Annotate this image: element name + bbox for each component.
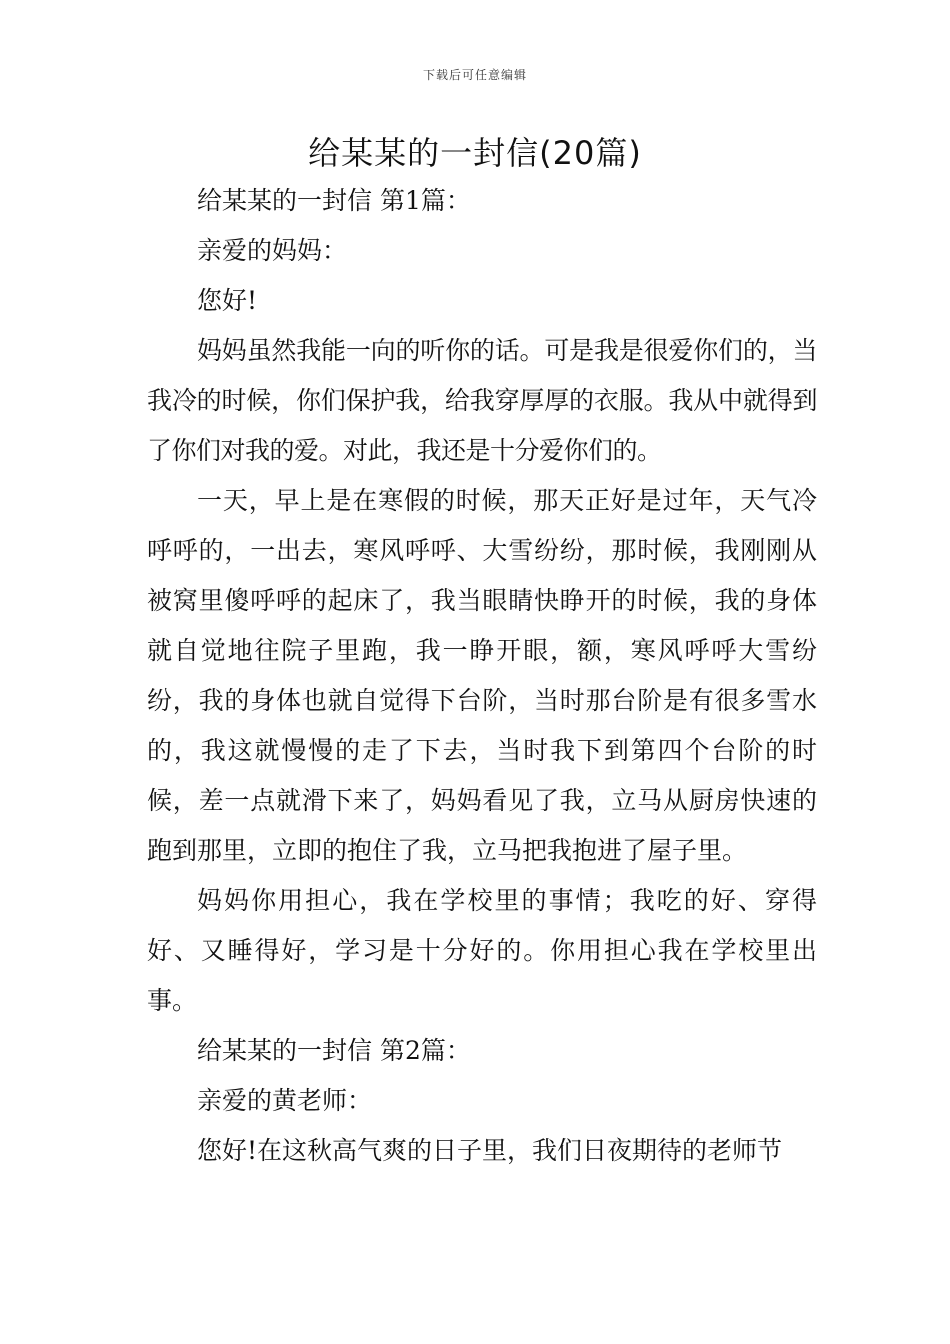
paragraph: 一天，早上是在寒假的时候，那天正好是过年，天气冷呼呼的，一出去，寒风呼呼、大雪纷纷，那时候，我刚刚从被窝里傻呼呼的起床了，我当眼睛快睁开的时候，我的身体就自觉地往院子里跑，我一睁开眼，额，寒风呼呼大雪纷纷，我的身体也就自觉得下台阶，当时那台阶是有很多雪水的，我这就慢慢的走了下去，当时我下到第四个台阶的时候，差一点就滑下来了，妈妈看见了我，立马从厨房快速的跑到那里，立即的抱住了我，立马把我抱进了屋子里。 (147, 486, 817, 865)
paragraph: 妈妈虽然我能一向的听你的话。可是我是很爱你们的，当我冷的时候，你们保护我，给我穿厚厚的衣服。我从中就得到了你们对我的爱。对此，我还是十分爱你们的。 (147, 336, 817, 465)
salutation: 亲爱的黄老师： (197, 1086, 373, 1115)
header-note: 下载后可任意编辑 (422, 68, 527, 82)
paragraph: 妈妈你用担心，我在学校里的事情；我吃的好、穿得好、又睡得好，学习是十分好的。你用担心我在学校里出事。 (147, 886, 817, 1015)
section-heading: 给某某的一封信 第1篇： (197, 186, 471, 215)
greeting: 您好! (197, 286, 258, 315)
paragraph: 您好!在这秋高气爽的日子里，我们日夜期待的老师节 (197, 1136, 783, 1165)
document-body (147, 176, 817, 1176)
document-title: 给某某的一封信(20篇) (308, 134, 642, 172)
salutation: 亲爱的妈妈： (197, 236, 348, 265)
section-heading: 给某某的一封信 第2篇： (197, 1036, 471, 1065)
